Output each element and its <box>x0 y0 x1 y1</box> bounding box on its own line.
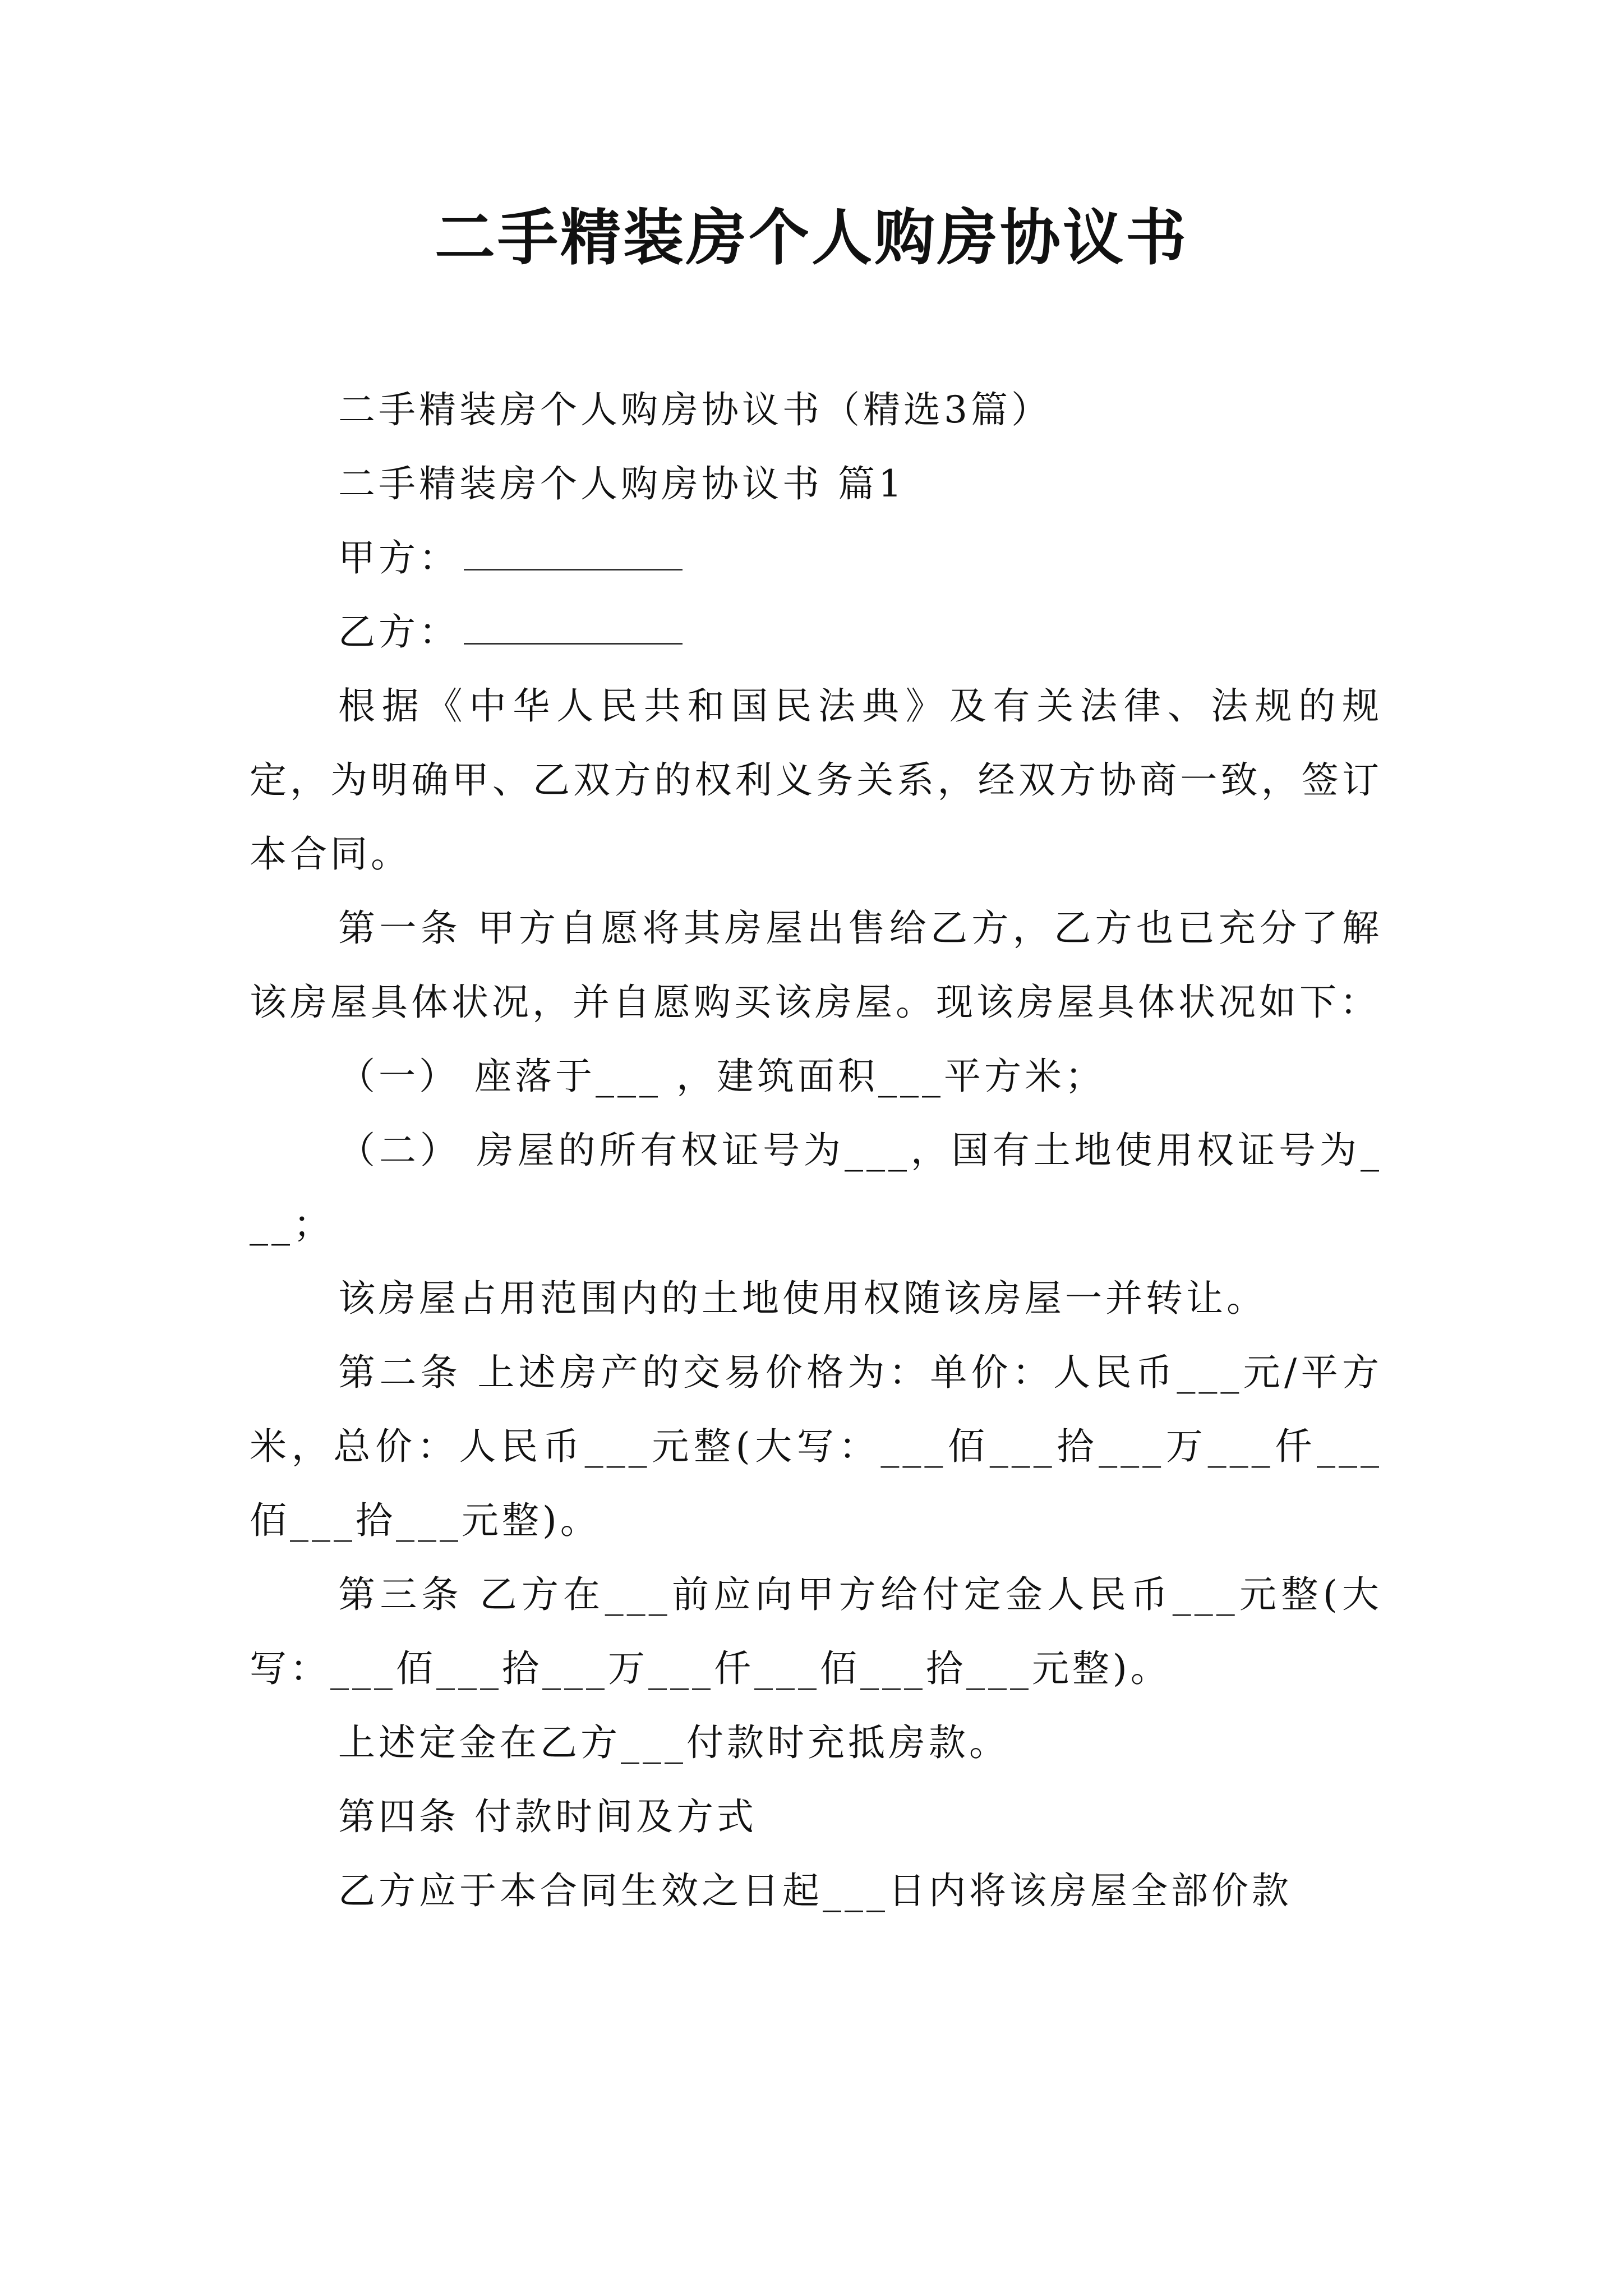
paragraph-section-heading: 二手精装房个人购房协议书 篇1 <box>338 462 905 505</box>
paragraph-article-4: 第四条 付款时间及方式 <box>338 1795 757 1838</box>
document-title: 二手精装房个人购房协议书 <box>434 203 1188 273</box>
paragraph-subtitle: 二手精装房个人购房协议书（精选3篇） <box>338 388 1052 431</box>
party-b-label: 乙方： <box>338 610 459 654</box>
party-b-line <box>250 595 1382 669</box>
paragraph-item-1: （一） 座落于___ ，建筑面积___平方米； <box>338 1055 1105 1098</box>
paragraph-payment: 乙方应于本合同生效之日起___日内将该房屋全部价款 <box>338 1869 1292 1912</box>
paragraph-land-use: 该房屋占用范围内的土地使用权随该房屋一并转让。 <box>338 1277 1267 1320</box>
party-a-blank <box>464 535 683 570</box>
paragraph-deposit: 上述定金在乙方___付款时充抵房款。 <box>338 1721 1009 1764</box>
paragraph-preamble: 根据《中华人民共和国民法典》及有关法律、法规的规定，为明确甲、乙双方的权利义务关系，经双方协商一致，签订本合同。 <box>250 684 1382 876</box>
party-a-label: 甲方： <box>338 536 459 579</box>
paragraph-article-3: 第三条 乙方在___前应向甲方给付定金人民币___元整(大写：___佰___拾___万___仟___佰___拾___元整)。 <box>250 1573 1382 1690</box>
paragraph-article-2: 第二条 上述房产的交易价格为：单价：人民币___元/平方米，总价：人民币___元整(大写：___佰___拾___万___仟___佰___拾___元整)。 <box>250 1351 1382 1542</box>
paragraph-article-1: 第一条 甲方自愿将其房屋出售给乙方，乙方也已充分了解该房屋具体状况，并自愿购买该房屋。现该房屋具体状况如下： <box>250 907 1382 1024</box>
party-a-line <box>250 521 1382 595</box>
paragraph-item-2: （二） 房屋的所有权证号为___，国有土地使用权证号为___； <box>250 1129 1382 1246</box>
document-body <box>250 373 1382 1928</box>
party-b-blank <box>464 609 683 645</box>
